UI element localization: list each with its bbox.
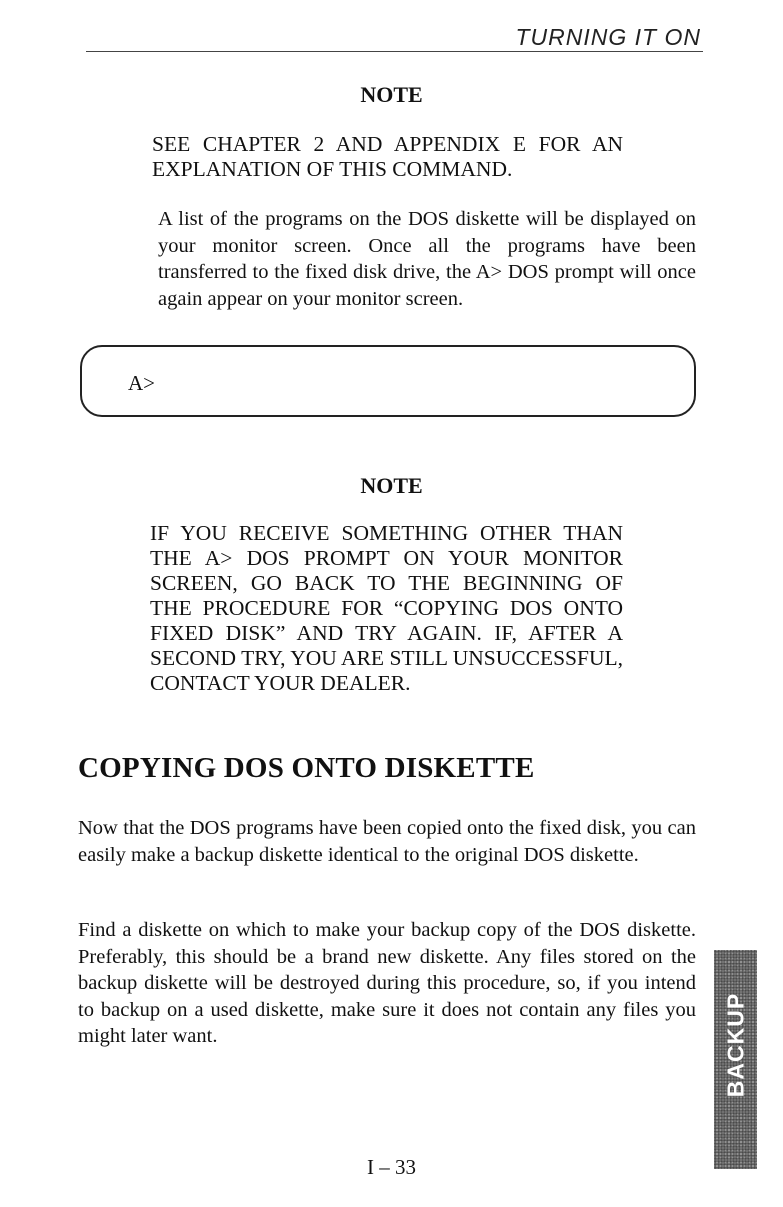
body-paragraph: Now that the DOS programs have been copied onto the fixed disk, you can easily make a backup diskette identical to the original DOS diskette.	[78, 817, 696, 866]
screen-display-box	[80, 345, 696, 417]
header-rule	[86, 51, 703, 52]
section-thumb-tab-label: BACKUP	[722, 992, 748, 1098]
section-thumb-tab	[714, 950, 757, 1169]
intro-paragraph: A list of the programs on the DOS diskette will be displayed on your monitor screen. Once all the programs have been transferred to the fixed disk drive, the A> DOS prompt will once again appear on your monitor screen.	[158, 208, 696, 310]
note-text: IF YOU RECEIVE SOMETHING OTHER THAN THE A> DOS PROMPT ON YOUR MONITOR SCREEN, GO BACK TO THE BEGINNING OF THE PROCEDURE FOR “COPYING DOS ONTO FIXED DISK” AND TRY AGAIN. IF, AFTER A SECOND TRY, YOU ARE STILL UNSUCCESSFUL, CONTACT YOUR DEALER.	[150, 521, 623, 695]
dos-prompt: A>	[128, 371, 156, 395]
running-head: TURNING IT ON	[515, 24, 701, 50]
note-text: SEE CHAPTER 2 AND APPENDIX E FOR AN EXPLANATION OF THIS COMMAND.	[152, 132, 623, 181]
page-number: I – 33	[367, 1155, 416, 1179]
section-heading: COPYING DOS ONTO DISKETTE	[78, 752, 535, 784]
note-title: NOTE	[360, 473, 423, 498]
body-paragraph: Find a diskette on which to make your backup copy of the DOS diskette. Preferably, this should be a brand new diskette. Any files stored on the backup diskette will be destroyed during this procedure, so, if you intend to backup on a used diskette, make sure it does not contain any files you might later want.	[78, 919, 696, 1047]
note-title: NOTE	[360, 82, 423, 107]
